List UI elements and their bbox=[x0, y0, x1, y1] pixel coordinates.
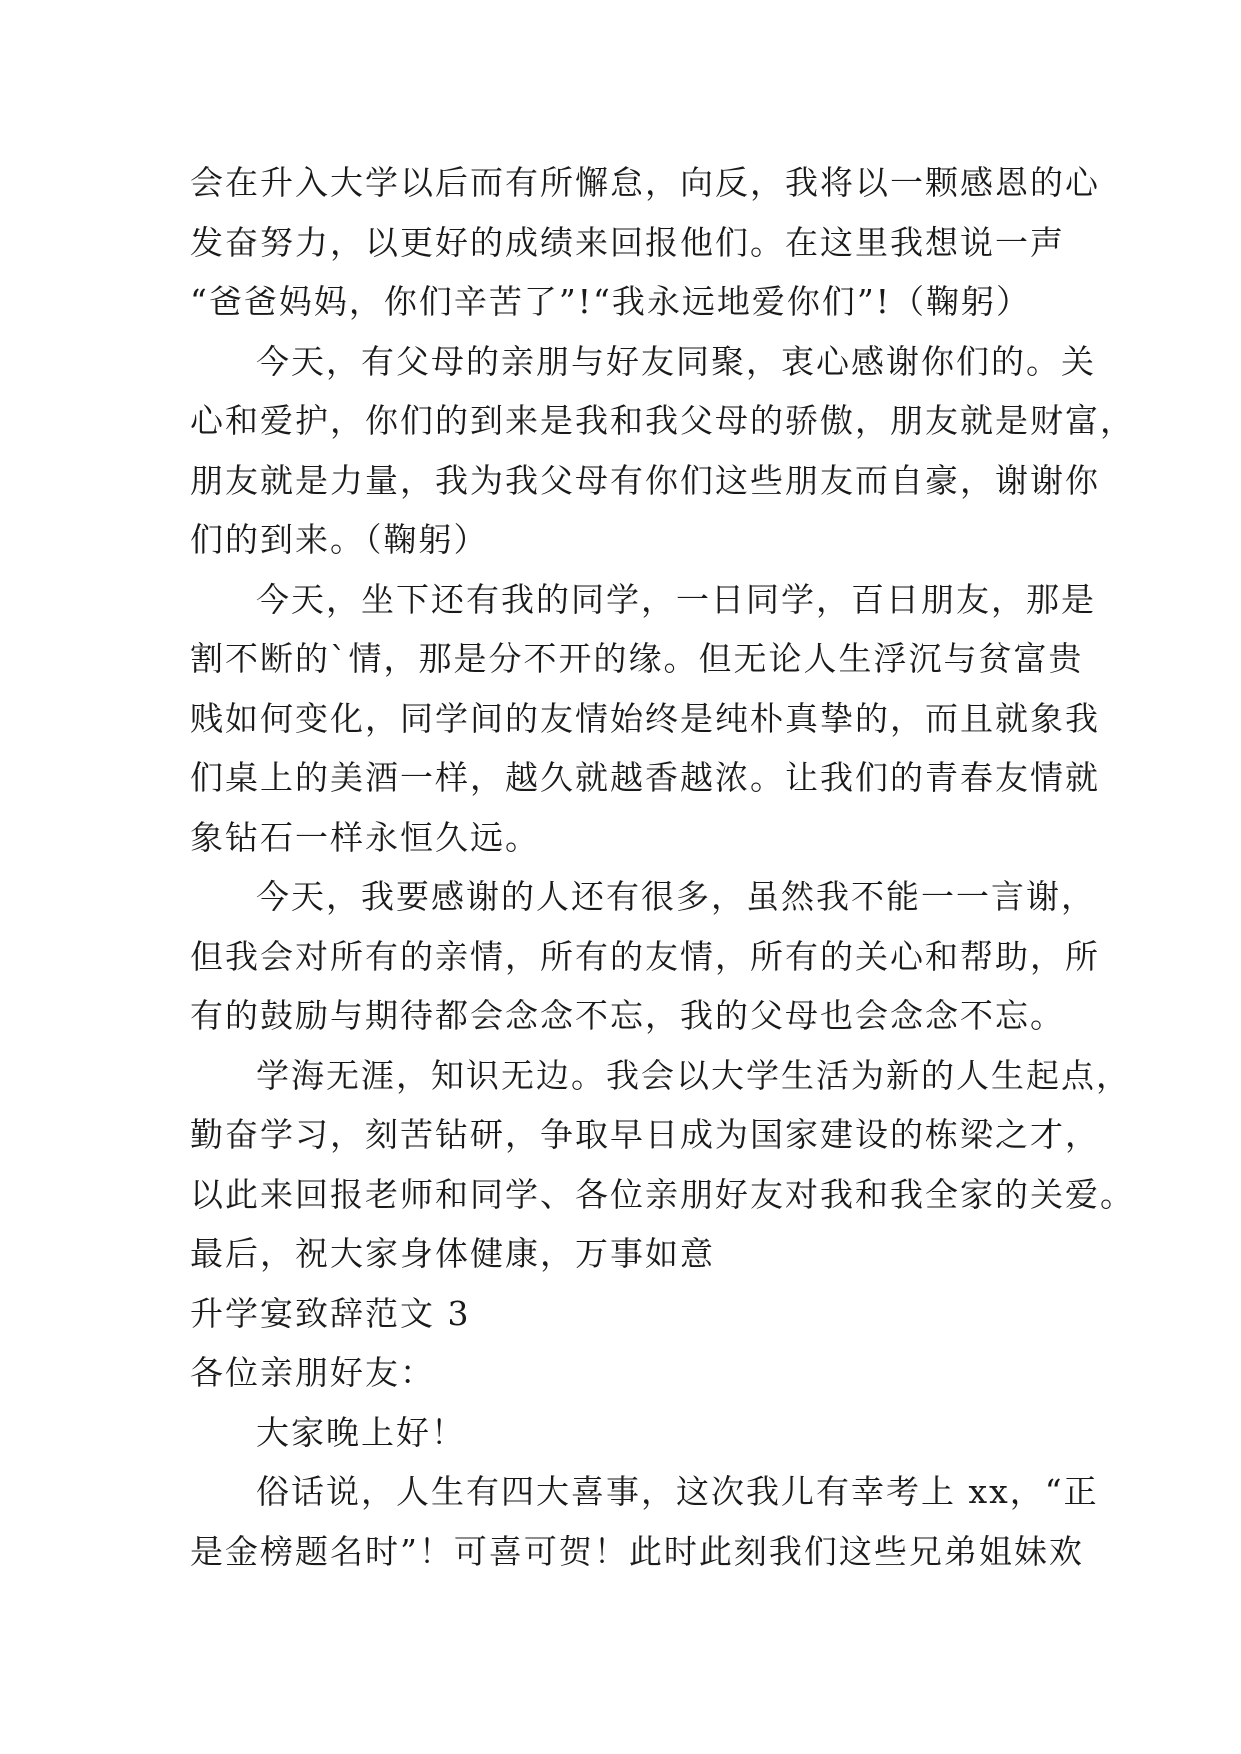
text-line: 朋友就是力量，我为我父母有你们这些朋友而自豪，谢谢你 bbox=[190, 460, 1100, 500]
text-line: “爸爸妈妈，你们辛苦了”!“我永远地爱你们”!（鞠躬） bbox=[190, 282, 1032, 321]
text-line: 最后，祝大家身体健康，万事如意 bbox=[190, 1234, 715, 1273]
text-line: 俗话说，人生有四大喜事，这次我儿有幸考上 xx，“正 bbox=[256, 1472, 1099, 1511]
text-line: 们桌上的美酒一样，越久就越香越浓。让我们的青春友情就 bbox=[190, 758, 1100, 797]
text-line: 今天，有父母的亲朋与好友同聚，衷心感谢你们的。关 bbox=[256, 341, 1096, 381]
text-line: 以此来回报老师和同学、各位亲朋好友对我和我全家的关爱。 bbox=[190, 1174, 1135, 1214]
text-line: 今天，坐下还有我的同学，一日同学，百日朋友，那是 bbox=[256, 579, 1096, 619]
text-line: 心和爱护，你们的到来是我和我父母的骄傲，朋友就是财富， bbox=[190, 401, 1135, 440]
text-line: 学海无涯，知识无边。我会以大学生活为新的人生起点， bbox=[256, 1055, 1131, 1095]
text-line: 但我会对所有的亲情，所有的友情，所有的关心和帮助，所 bbox=[190, 936, 1100, 976]
text-line: 象钻石一样永恒久远。 bbox=[190, 817, 540, 857]
text-line: 勤奋学习，刻苦钻研，争取早日成为国家建设的栋梁之才， bbox=[190, 1115, 1100, 1154]
document-body bbox=[190, 153, 1135, 1581]
text-line: 会在升入大学以后而有所懈怠，向反，我将以一颗感恩的心 bbox=[190, 163, 1100, 202]
text-line: 各位亲朋好友： bbox=[190, 1353, 435, 1392]
text-line: 们的到来。（鞠躬） bbox=[190, 520, 489, 559]
text-line: 升学宴致辞范文 3 bbox=[190, 1293, 471, 1333]
text-line: 发奋努力，以更好的成绩来回报他们。在这里我想说一声 bbox=[190, 222, 1065, 262]
text-line: 大家晚上好！ bbox=[256, 1412, 466, 1452]
text-line: 有的鼓励与期待都会念念不忘，我的父母也会念念不忘。 bbox=[190, 996, 1065, 1035]
text-line: 贱如何变化，同学间的友情始终是纯朴真挚的，而且就象我 bbox=[190, 698, 1100, 738]
text-line: 是金榜题名时”！可喜可贺！此时此刻我们这些兄弟姐妹欢 bbox=[190, 1531, 1084, 1571]
text-line: 割不断的`情，那是分不开的缘。但无论人生浮沉与贫富贵 bbox=[190, 639, 1084, 678]
text-line: 今天，我要感谢的人还有很多，虽然我不能一一言谢， bbox=[256, 877, 1096, 916]
